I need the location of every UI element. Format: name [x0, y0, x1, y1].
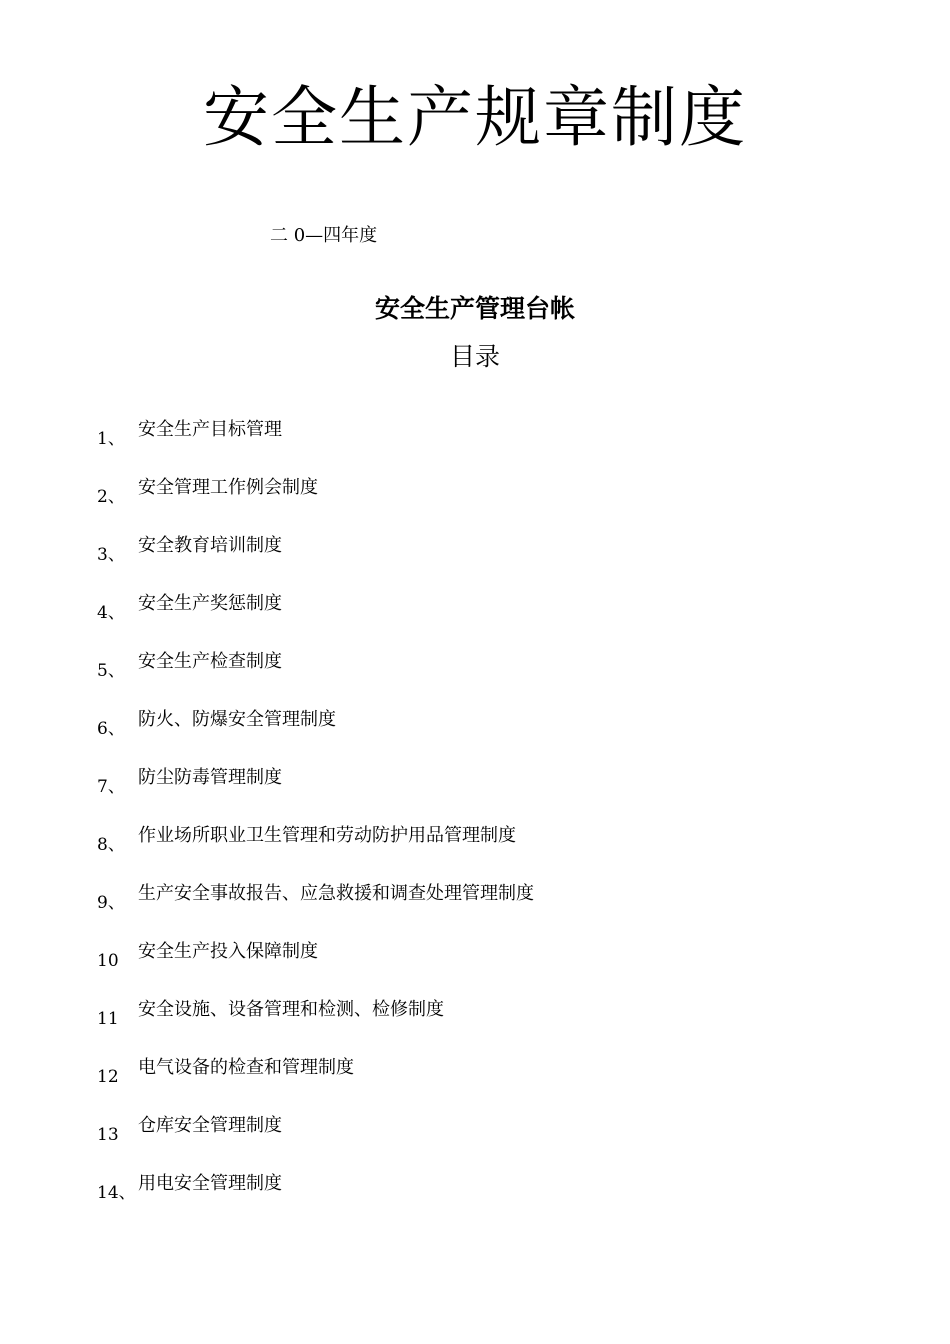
toc-title: 目录	[449, 342, 500, 371]
toc-item	[97, 998, 857, 1056]
toc-item	[97, 766, 857, 824]
toc-item-number: 14、	[97, 1183, 136, 1203]
toc-item-number: 7、	[97, 777, 125, 797]
toc-item	[97, 476, 857, 534]
toc-item-title: 防火、防爆安全管理制度	[138, 709, 336, 730]
toc-item-number: 10	[97, 951, 119, 971]
toc-item-title: 安全生产目标管理	[138, 419, 282, 440]
toc-item	[97, 940, 857, 998]
toc-item	[97, 1056, 857, 1114]
toc-item	[97, 650, 857, 708]
toc-item-number: 9、	[97, 893, 125, 913]
toc-item-title: 作业场所职业卫生管理和劳动防护用品管理制度	[138, 825, 516, 846]
toc-item-number: 2、	[97, 487, 125, 507]
toc-item-number: 12	[97, 1067, 119, 1087]
toc-item	[97, 1114, 857, 1172]
toc-item	[97, 824, 857, 882]
toc-item	[97, 708, 857, 766]
toc-item-number: 3、	[97, 545, 125, 565]
toc-item-number: 1、	[97, 429, 125, 449]
toc-item-title: 生产安全事故报告、应急救援和调查处理管理制度	[138, 883, 534, 904]
toc-item-number: 4、	[97, 603, 125, 623]
toc-item-number: 13	[97, 1125, 119, 1145]
toc-item-title: 安全管理工作例会制度	[138, 477, 318, 498]
toc-item-title: 安全生产检查制度	[138, 651, 282, 672]
toc-item-number: 5、	[97, 661, 125, 681]
toc-item-title: 安全教育培训制度	[138, 535, 282, 556]
toc-item-number: 11	[97, 1009, 119, 1029]
toc-item-title: 电气设备的检查和管理制度	[138, 1057, 354, 1078]
toc-item-number: 6、	[97, 719, 125, 739]
toc-item-title: 防尘防毒管理制度	[138, 767, 282, 788]
toc-item-title: 用电安全管理制度	[138, 1173, 282, 1194]
toc-item	[97, 418, 857, 476]
toc-item-title: 安全生产奖惩制度	[138, 593, 282, 614]
main-title: 安全生产规章制度	[203, 79, 747, 156]
ledger-title: 安全生产管理台帐	[374, 294, 575, 323]
year-label: 二 0—四年度	[270, 225, 378, 246]
toc-item	[97, 882, 857, 940]
table-of-contents	[97, 418, 857, 1230]
toc-item	[97, 534, 857, 592]
toc-item-number: 8、	[97, 835, 125, 855]
toc-item-title: 仓库安全管理制度	[138, 1115, 282, 1136]
toc-item	[97, 1172, 857, 1230]
toc-item-title: 安全设施、设备管理和检测、检修制度	[138, 999, 444, 1020]
toc-item	[97, 592, 857, 650]
toc-item-title: 安全生产投入保障制度	[138, 941, 318, 962]
